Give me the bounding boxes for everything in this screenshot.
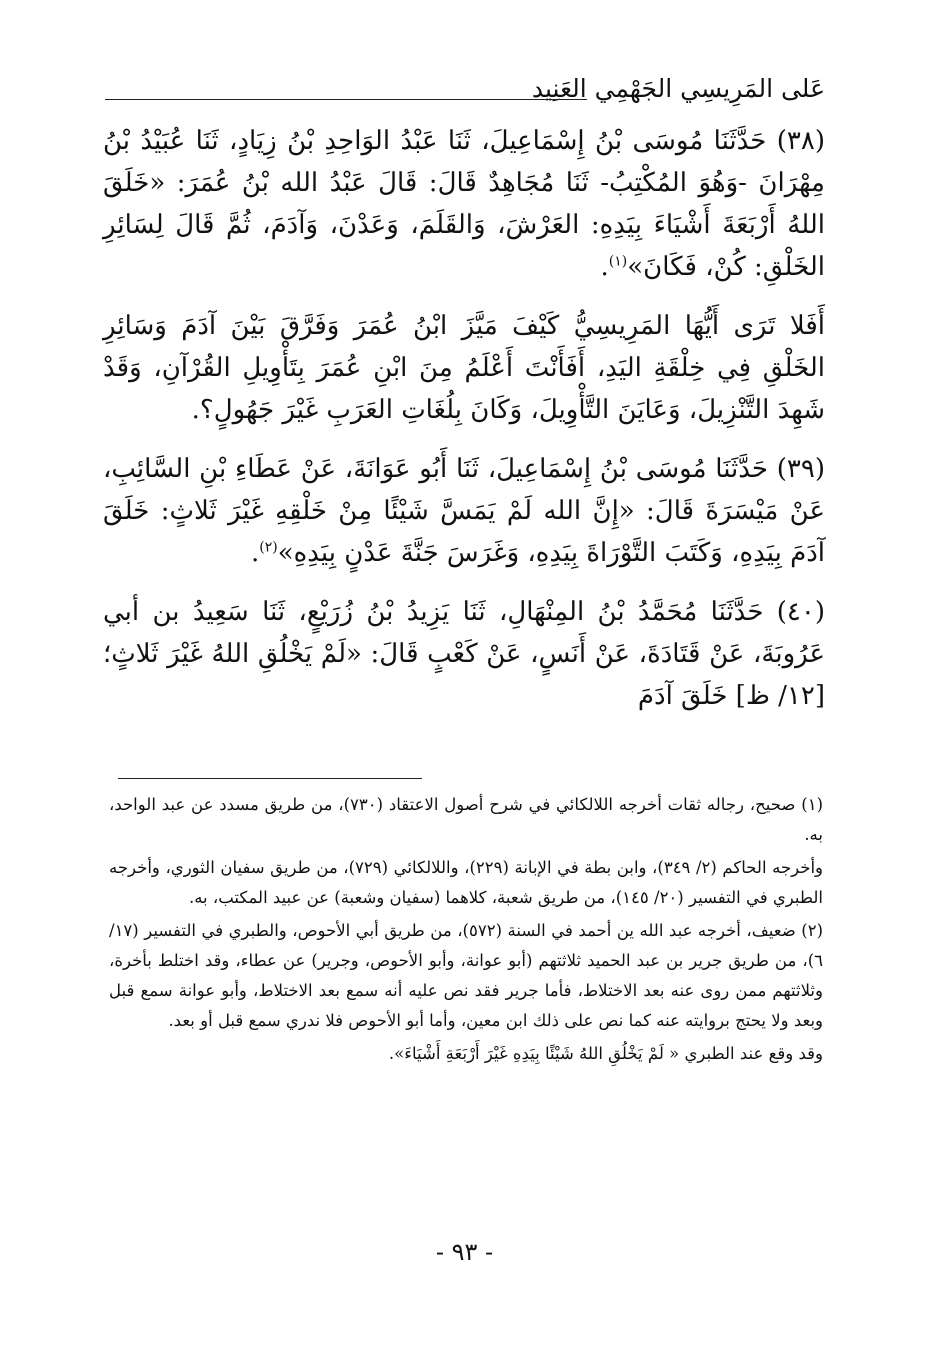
- footnotes: [109, 790, 823, 1072]
- commentary-paragraph: أَفَلا تَرَى أَيُّهَا المَرِيسِيُّ كَيْفَ مَيَّزَ ابْنُ عُمَرَ وَفَرَّقَ بَيْنَ آدَمَ وَسَائِرِ الخَلْقِ فِي خِلْقَةِ اليَدِ، أَفَأَنْتَ أَعْلَمُ مِنَ ابْنِ عُمَرَ بِتَأْوِيلِ القُرْآنِ، وَقَدْ شَهِدَ التَّنْزِيلَ، وَعَايَنَ التَّأْوِيلَ، وَكَانَ بِلُغَاتِ العَرَبِ غَيْرَ جَهُولٍ؟.: [103, 311, 825, 425]
- running-header: [105, 72, 825, 108]
- hadith-38: (٣٨) حَدَّثَنَا مُوسَى بْنُ إِسْمَاعِيلَ، ثَنَا عَبْدُ الوَاحِدِ بْنُ زِيَادٍ، ثَنَا عُبَيْدُ بْنُ مِهْرَانَ -وَهُوَ المُكْتِبُ- ثَنَا مُجَاهِدٌ قَالَ: قَالَ عَبْدُ الله بْنُ عُمَرَ: «خَلَقَ اللهُ أَرْبَعَةَ أَشْيَاءَ بِيَدِهِ: العَرْشَ، وَالقَلَمَ، وَعَدْنَ، وَآدَمَ، ثُمَّ قَالَ لِسَائِرِ الخَلْقِ: كُنْ، فَكَانَ»$^{(١)}$.: [103, 126, 825, 282]
- page-number: - ٩٣ -: [435, 1238, 494, 1266]
- footnote-2: (٢) ضعيف، أخرجه عبد الله ين أحمد في السنة (٥٧٢)، من طريق أبي الأحوص، والطبري في التفسير (١٧/ ٦)، من طريق جرير بن عبد الحميد ثلاثتهم (أبو عوانة، وأبو الأحوص، وجرير) عن عطاء، وقد اختلط بأخرة، وثلاثتهم ممن روى عنه بعد الاختلاط، فأما جرير فقد نص عليه أنه سمع بعد الاختلاط، وأبو عوانة سمع قبل وبعد ولا يحتج بروايته عنه كما نص على ذلك ابن معين، وأما أبو الأحوص فلا ندري سمع قبل أو بعد.: [109, 921, 823, 1030]
- hadith-39: (٣٩) حَدَّثَنَا مُوسَى بْنُ إِسْمَاعِيلَ، ثَنَا أَبُو عَوَانَةَ، عَنْ عَطَاءِ بْنِ السَّائِبِ، عَنْ مَيْسَرَةَ قَالَ: «إِنَّ الله لَمْ يَمَسَّ شَيْئًا مِنْ خَلْقِهِ غَيْرَ ثَلاثٍ: خَلَقَ آدَمَ بِيَدِهِ، وَكَتَبَ التَّوْرَاةَ بِيَدِهِ، وَغَرَسَ جَنَّةَ عَدْنٍ بِيَدِهِ»$^{(٢)}$.: [103, 454, 825, 568]
- footnote-2-continued: وقد وقع عند الطبري « لَمْ يَخْلُقِ اللهُ شَيْئًا بِيَدِهِ غَيْرَ أَرْبَعَةِ أَشْيَاءَ».: [388, 1044, 823, 1063]
- header-title: عَلى المَرِيسِي الجَهْمِي العَنِيد: [531, 74, 825, 103]
- header-rule: [105, 99, 587, 100]
- hadith-39-text: (٣٩) حَدَّثَنَا مُوسَى بْنُ إِسْمَاعِيلَ، ثَنَا أَبُو عَوَانَةَ، عَنْ عَطَاءِ بْنِ السَّائِبِ، عَنْ مَيْسَرَةَ قَالَ: «إِنَّ الله لَمْ يَمَسَّ شَيْئًا مِنْ خَلْقِهِ غَيْرَ ثَلاثٍ: خَلَقَ آدَمَ بِيَدِهِ، وَكَتَبَ التَّوْرَاةَ بِيَدِهِ، وَغَرَسَ جَنَّةَ عَدْنٍ بِيَدِهِ»: [103, 454, 825, 568]
- footnote-separator: [118, 778, 422, 779]
- footnote-1-continued: وأخرجه الحاكم (٢/ ٣٤٩)، وابن بطة في الإبانة (٢٢٩)، واللالكائي (٧٢٩)، من طريق سفيان الثوري، وأخرجه الطبري في التفسير (٢٠/ ١٤٥)، من طريق شعبة، كلاهما (سفيان وشعبة) عن عبيد المكتب، به.: [109, 858, 823, 907]
- main-text: [103, 120, 825, 734]
- hadith-40: (٤٠) حَدَّثَنَا مُحَمَّدُ بْنُ المِنْهَالِ، ثَنَا يَزِيدُ بْنُ زُرَيْعٍ، ثَنَا سَعِيدُ بن أبي عَرُوبَةَ، عَنْ قَتَادَةَ، عَنْ أَنَسٍ، عَنْ كَعْبٍ قَالَ: «لَمْ يَخْلُقِ اللهُ غَيْرَ ثَلاثٍ؛[١٢/ ظ] خَلَقَ آدَمَ: [103, 597, 825, 711]
- footnote-ref-2: (٢): [259, 539, 278, 556]
- footnote-1: (١) صحيح، رجاله ثقات أخرجه اللالكائي في شرح أصول الاعتقاد (٧٣٠)، من طريق مسدد عن عبد الواحد، به.: [109, 795, 823, 844]
- hadith-38-text: (٣٨) حَدَّثَنَا مُوسَى بْنُ إِسْمَاعِيلَ، ثَنَا عَبْدُ الوَاحِدِ بْنُ زِيَادٍ، ثَنَا عُبَيْدُ بْنُ مِهْرَانَ -وَهُوَ المُكْتِبُ- ثَنَا مُجَاهِدٌ قَالَ: قَالَ عَبْدُ الله بْنُ عُمَرَ: «خَلَقَ اللهُ أَرْبَعَةَ أَشْيَاءَ بِيَدِهِ: العَرْشَ، وَالقَلَمَ، وَعَدْنَ، وَآدَمَ، ثُمَّ قَالَ لِسَائِرِ الخَلْقِ: كُنْ، فَكَانَ»: [103, 126, 825, 282]
- footnote-ref-1: (١): [608, 253, 628, 270]
